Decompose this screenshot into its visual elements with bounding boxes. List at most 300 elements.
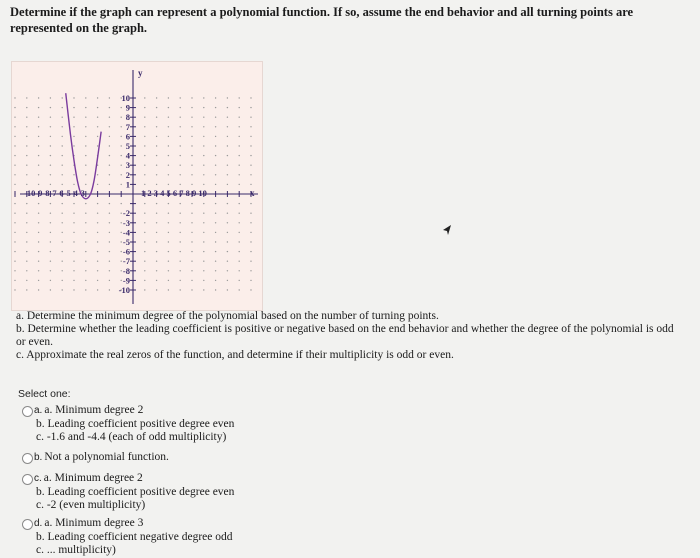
x-tick-labels-negative: -10-9-8-7-6-5-4-3 [24, 188, 85, 198]
grid-dot [121, 165, 122, 166]
grid-dot [250, 174, 251, 175]
grid-dot [73, 203, 74, 204]
grid-dot [156, 261, 157, 262]
y-tick-label: -6 [122, 246, 130, 257]
grid-dot [62, 174, 63, 175]
grid-dot [203, 97, 204, 98]
grid-dot [62, 203, 63, 204]
grid-dot [191, 203, 192, 204]
grid-dot [38, 203, 39, 204]
grid-dot [203, 136, 204, 137]
grid-dot [191, 136, 192, 137]
part-a: a. Determine the minimum degree of the polynomial based on the number of turning points. [16, 310, 439, 322]
grid-dot [191, 289, 192, 290]
grid-dot [26, 117, 27, 118]
grid-dot [203, 126, 204, 127]
grid-dot [250, 107, 251, 108]
y-tick-label: 3 [125, 160, 130, 171]
y-tick-label: -10 [118, 285, 130, 295]
grid-dot [180, 280, 181, 281]
grid-dot [227, 174, 228, 175]
grid-dot [50, 145, 51, 146]
grid-dot [180, 261, 181, 262]
y-tick-label: 5 [125, 141, 130, 151]
option-a-radio[interactable] [22, 406, 33, 417]
grid-dot [14, 232, 15, 233]
grid-dot [38, 270, 39, 271]
polynomial-curve [66, 93, 101, 199]
grid-dot [250, 241, 251, 242]
grid-dot [215, 270, 216, 271]
grid-dot [227, 213, 228, 214]
grid-dot [50, 97, 51, 98]
grid-dot [121, 126, 122, 127]
y-tick-label: -2 [122, 208, 130, 219]
grid-dot [227, 222, 228, 223]
grid-dot [38, 222, 39, 223]
grid-dot [50, 126, 51, 127]
grid-dot [26, 222, 27, 223]
grid-dot [62, 241, 63, 242]
grid-dot [109, 117, 110, 118]
grid-dot [180, 145, 181, 146]
grid-dot [239, 251, 240, 252]
grid-dot [180, 184, 181, 185]
grid-dot [85, 126, 86, 127]
y-axis-label: y [138, 68, 143, 78]
grid-dot [156, 280, 157, 281]
grid-dot [73, 280, 74, 281]
grid-dot [144, 289, 145, 290]
grid-dot [62, 280, 63, 281]
grid-dot [121, 280, 122, 281]
grid-dot [121, 184, 122, 185]
grid-dot [109, 107, 110, 108]
option-a-line-2: b. Leading coefficient positive degree even [36, 417, 235, 430]
grid-dot [109, 280, 110, 281]
grid-dot [215, 136, 216, 137]
x-tick-labels-positive: 1 2 3 4 5 6 7 8 9 10 [141, 188, 207, 198]
grid-dot [215, 203, 216, 204]
grid-dot [180, 251, 181, 252]
grid-dot [239, 270, 240, 271]
grid-dot [26, 107, 27, 108]
grid-dot [203, 289, 204, 290]
grid-dot [26, 241, 27, 242]
grid-dot [250, 97, 251, 98]
grid-dot [180, 97, 181, 98]
grid-dot [26, 261, 27, 262]
grid-dot [191, 261, 192, 262]
grid-dot [14, 222, 15, 223]
grid-dot [168, 184, 169, 185]
grid-dot [85, 289, 86, 290]
grid-dot [85, 232, 86, 233]
grid-dot [144, 155, 145, 156]
grid-dot [180, 232, 181, 233]
grid-dot [73, 145, 74, 146]
grid-dot [227, 280, 228, 281]
y-tick-label: 6 [125, 131, 130, 142]
option-c[interactable] [22, 472, 234, 513]
grid-dot [144, 203, 145, 204]
graph-canvas [12, 62, 262, 310]
grid-dot [14, 289, 15, 290]
grid-dot [239, 145, 240, 146]
grid-dot [227, 155, 228, 156]
grid-dot [26, 126, 27, 127]
grid-dot [14, 107, 15, 108]
grid-dot [14, 136, 15, 137]
option-c-radio[interactable] [22, 474, 33, 485]
y-tick-label: -5 [122, 237, 130, 247]
grid-dot [85, 117, 86, 118]
grid-dot [50, 117, 51, 118]
grid-dot [121, 222, 122, 223]
grid-dot [250, 165, 251, 166]
grid-dot [62, 270, 63, 271]
grid-dot [85, 97, 86, 98]
grid-dot [109, 261, 110, 262]
grid-dot [215, 174, 216, 175]
grid-dot [97, 251, 98, 252]
grid-dot [73, 213, 74, 214]
grid-dot [121, 232, 122, 233]
grid-dot [14, 251, 15, 252]
grid-dot [62, 97, 63, 98]
grid-dot [144, 270, 145, 271]
grid-dot [121, 145, 122, 146]
grid-dot [191, 174, 192, 175]
grid-dot [203, 203, 204, 204]
grid-dot [191, 232, 192, 233]
grid-dot [73, 117, 74, 118]
grid-dot [14, 241, 15, 242]
grid-dot [121, 136, 122, 137]
grid-dot [180, 107, 181, 108]
grid-dot [239, 107, 240, 108]
grid-dot [38, 232, 39, 233]
grid-dot [227, 126, 228, 127]
grid-dot [239, 126, 240, 127]
y-tick-label: 9 [125, 102, 130, 113]
grid-dot [215, 232, 216, 233]
option-d-radio[interactable] [22, 519, 33, 530]
option-a-line-1: a. Minimum degree 2 [44, 404, 144, 416]
grid-dot [144, 261, 145, 262]
grid-dot [62, 165, 63, 166]
question-parts [16, 310, 676, 362]
grid-dot [191, 241, 192, 242]
grid-dot [227, 97, 228, 98]
mouse-cursor-icon [441, 224, 453, 236]
grid-dot [50, 270, 51, 271]
grid-dot [38, 126, 39, 127]
grid-dot [144, 136, 145, 137]
grid-dot [73, 261, 74, 262]
grid-dot [73, 289, 74, 290]
grid-dot [26, 232, 27, 233]
grid-dot [144, 145, 145, 146]
grid-dot [97, 117, 98, 118]
grid-dot [85, 203, 86, 204]
grid-dot [203, 222, 204, 223]
grid-dot [180, 203, 181, 204]
grid-dot [26, 165, 27, 166]
grid-dot [121, 241, 122, 242]
grid-dot [191, 270, 192, 271]
grid-dot [144, 174, 145, 175]
grid-dot [97, 136, 98, 137]
option-b-radio[interactable] [22, 453, 33, 464]
grid-dot [38, 280, 39, 281]
grid-dot [62, 213, 63, 214]
y-tick-label: -7 [122, 256, 130, 267]
grid-dot [156, 136, 157, 137]
grid-dot [109, 174, 110, 175]
grid-dot [85, 222, 86, 223]
grid-dot [239, 203, 240, 204]
grid-dot [239, 155, 240, 156]
grid-dot [168, 107, 169, 108]
grid-dot [121, 174, 122, 175]
grid-dot [156, 270, 157, 271]
grid-dot [85, 107, 86, 108]
grid-dot [38, 241, 39, 242]
grid-dot [250, 280, 251, 281]
option-c-letter: c. [34, 473, 42, 484]
grid-dot [14, 97, 15, 98]
grid-dot [38, 136, 39, 137]
grid-dot [191, 107, 192, 108]
grid-dot [73, 174, 74, 175]
grid-dot [26, 270, 27, 271]
grid-dot [168, 213, 169, 214]
grid-dot [26, 203, 27, 204]
option-c-line-2: b. Leading coefficient positive degree even [36, 485, 235, 498]
grid-dot [168, 126, 169, 127]
grid-dot [62, 184, 63, 185]
grid-dot [156, 251, 157, 252]
grid-dot [50, 261, 51, 262]
option-a[interactable] [22, 404, 234, 445]
y-tick-label: -8 [122, 265, 130, 276]
grid-dot [227, 251, 228, 252]
grid-dot [250, 261, 251, 262]
grid-dot [250, 117, 251, 118]
grid-dot [203, 251, 204, 252]
grid-dot [50, 213, 51, 214]
grid-dot [215, 97, 216, 98]
grid-dot [239, 184, 240, 185]
grid-dot [73, 184, 74, 185]
grid-dot [26, 145, 27, 146]
grid-dot [215, 165, 216, 166]
grid-dot [38, 174, 39, 175]
option-d-letter: d. [34, 518, 43, 529]
grid-dot [14, 145, 15, 146]
option-b[interactable] [22, 451, 169, 465]
grid-dot [38, 117, 39, 118]
y-tick-label: 1 [125, 179, 130, 190]
grid-dot [191, 117, 192, 118]
grid-dot [121, 213, 122, 214]
option-d-line-3: c. ... multiplicity) [36, 544, 116, 556]
grid-dot [144, 251, 145, 252]
grid-dot [97, 213, 98, 214]
grid-dot [121, 270, 122, 271]
grid-dot [109, 270, 110, 271]
option-d[interactable] [22, 517, 232, 558]
grid-dot [239, 280, 240, 281]
grid-dot [180, 270, 181, 271]
grid-dot [227, 136, 228, 137]
part-c: c. Approximate the real zeros of the function, and determine if their multiplicity is odd or even. [16, 349, 454, 361]
grid-dot [250, 289, 251, 290]
grid-dot [215, 117, 216, 118]
grid-dot [203, 107, 204, 108]
grid-dot [62, 261, 63, 262]
option-c-line-3: c. -2 (even multiplicity) [36, 499, 146, 511]
grid-dot [38, 261, 39, 262]
grid-dot [109, 126, 110, 127]
grid-dot [250, 203, 251, 204]
grid-dot [38, 165, 39, 166]
grid-dot [191, 165, 192, 166]
grid-dot [50, 251, 51, 252]
grid-dot [227, 241, 228, 242]
grid-dot [156, 241, 157, 242]
grid-dot [227, 107, 228, 108]
part-b: b. Determine whether the leading coefficient is positive or negative based on the end behavior and whether the degree of the polynomial is odd or even. [16, 323, 674, 348]
grid-dot [26, 213, 27, 214]
grid-dot [144, 280, 145, 281]
grid-dot [62, 145, 63, 146]
grid-dot [156, 203, 157, 204]
grid-dot [168, 203, 169, 204]
grid-dot [180, 117, 181, 118]
grid-dot [156, 165, 157, 166]
grid-dot [168, 117, 169, 118]
grid-dot [215, 261, 216, 262]
grid-dot [203, 174, 204, 175]
grid-dot [38, 251, 39, 252]
grid-dot [250, 145, 251, 146]
grid-dot [239, 289, 240, 290]
grid-dot [50, 184, 51, 185]
grid-dot [26, 174, 27, 175]
grid-dot [38, 97, 39, 98]
grid-dot [180, 136, 181, 137]
grid-dot [168, 155, 169, 156]
grid-dot [180, 174, 181, 175]
grid-dot [168, 97, 169, 98]
grid-dot [73, 107, 74, 108]
grid-dot [239, 174, 240, 175]
grid-dot [50, 165, 51, 166]
grid-dot [97, 174, 98, 175]
grid-dot [62, 155, 63, 156]
option-d-line-1: a. Minimum degree 3 [44, 517, 144, 529]
grid-dot [180, 222, 181, 223]
grid-dot [227, 203, 228, 204]
grid-dot [97, 126, 98, 127]
grid-dot [50, 136, 51, 137]
grid-dot [144, 232, 145, 233]
grid-dot [168, 289, 169, 290]
grid-dot [156, 222, 157, 223]
grid-dot [215, 251, 216, 252]
y-tick-label: -9 [122, 275, 130, 286]
grid-dot [239, 165, 240, 166]
option-b-letter: b. [34, 452, 43, 463]
grid-dot [227, 261, 228, 262]
grid-dot [191, 126, 192, 127]
grid-dot [85, 280, 86, 281]
grid-dot [191, 222, 192, 223]
grid-dot [250, 251, 251, 252]
grid-dot [14, 155, 15, 156]
grid-dot [156, 155, 157, 156]
grid-dot [191, 97, 192, 98]
x-axis-label: x [250, 188, 255, 198]
y-tick-label: -3 [122, 217, 130, 228]
grid-dot [144, 117, 145, 118]
grid-dot [250, 222, 251, 223]
grid-dot [26, 97, 27, 98]
grid-dot [14, 184, 15, 185]
grid-dot [239, 213, 240, 214]
y-tick-label: 7 [125, 121, 130, 132]
grid-dot [121, 203, 122, 204]
grid-dot [239, 222, 240, 223]
grid-dot [215, 241, 216, 242]
grid-dot [250, 136, 251, 137]
grid-dot [203, 165, 204, 166]
grid-dot [156, 126, 157, 127]
grid-dot [62, 107, 63, 108]
grid-dot [85, 145, 86, 146]
grid-dot [50, 241, 51, 242]
grid-dot [156, 145, 157, 146]
grid-dot [168, 165, 169, 166]
grid-dot [50, 155, 51, 156]
grid-dot [73, 232, 74, 233]
grid-dot [85, 184, 86, 185]
grid-dot [156, 97, 157, 98]
grid-dot [203, 280, 204, 281]
grid-dot [144, 222, 145, 223]
grid-dot [85, 270, 86, 271]
grid-dot [73, 97, 74, 98]
grid-dot [215, 289, 216, 290]
grid-dot [144, 213, 145, 214]
grid-dot [215, 107, 216, 108]
grid-dot [203, 145, 204, 146]
grid-dot [239, 261, 240, 262]
grid-dot [144, 126, 145, 127]
grid-dot [97, 107, 98, 108]
option-d-line-2: b. Leading coefficient negative degree odd [36, 530, 233, 543]
grid-dot [14, 174, 15, 175]
grid-dot [250, 155, 251, 156]
grid-dot [227, 165, 228, 166]
option-c-line-1: a. Minimum degree 2 [43, 472, 143, 484]
grid-dot [85, 241, 86, 242]
option-b-line-1: Not a polynomial function. [44, 451, 169, 463]
grid-dot [144, 97, 145, 98]
grid-dot [14, 126, 15, 127]
